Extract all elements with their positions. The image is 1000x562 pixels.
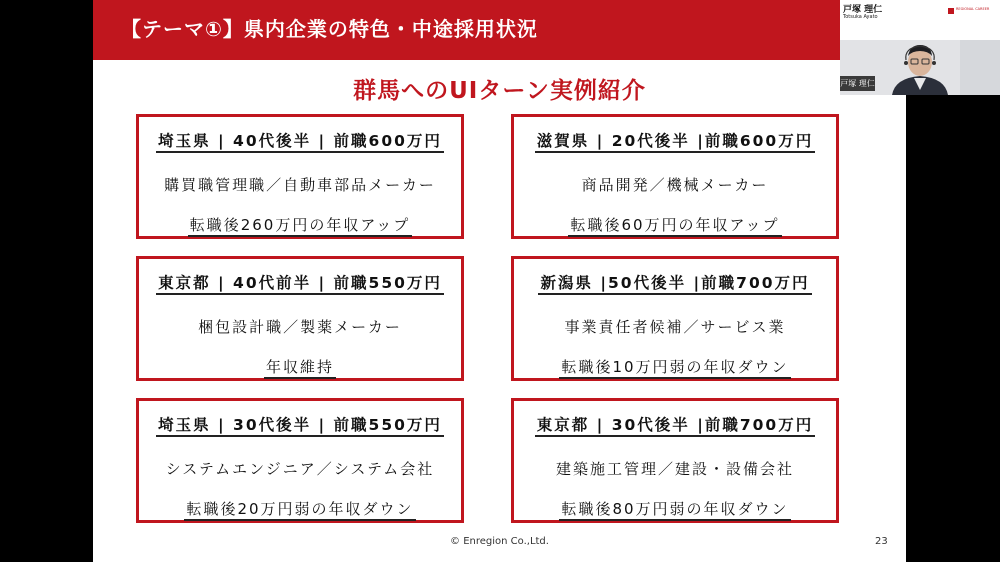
presenter-name-roman: Totsuka Ayato [843,14,878,20]
video-name-label: 戸塚 理仁 [840,76,875,91]
copyright-text: © Enregion Co.,Ltd. [450,536,549,547]
case-job: システムエンジニア／システム会社 [165,460,435,478]
presenter-name: 戸塚 理仁 [843,5,883,15]
case-card [511,114,839,239]
case-result: 転職後80万円弱の年収ダウン [559,500,790,521]
case-card [511,256,839,381]
brand-logo-icon [948,8,954,14]
case-result: 転職後60万円の年収アップ [568,216,781,237]
case-profile: 滋賀県 | 20代後半 |前職600万円 [535,132,815,153]
case-card [136,398,464,523]
case-profile: 新潟県 |50代後半 |前職700万円 [538,274,811,295]
brand-name: REGIONAL CAREER [956,7,990,11]
case-result: 年収維持 [264,358,336,379]
case-card [136,114,464,239]
presenter-name-card [840,0,1000,40]
case-profile: 埼玉県 | 30代後半 | 前職550万円 [156,416,444,437]
presentation-slide [93,0,906,562]
case-result: 転職後20万円弱の年収ダウン [184,500,415,521]
case-profile: 東京都 | 40代前半 | 前職550万円 [156,274,444,295]
case-profile: 埼玉県 | 40代後半 | 前職600万円 [156,132,444,153]
page-number: 23 [875,536,888,547]
case-profile: 東京都 | 30代後半 |前職700万円 [535,416,815,437]
slide-header-title: 【テーマ①】県内企業の特色・中途採用状況 [121,17,538,41]
case-job: 購買職管理職／自動車部品メーカー [164,176,436,194]
slide-title: 群馬へのUIターン実例紹介 [353,78,646,104]
case-card [511,398,839,523]
slide-header-bar [93,0,906,60]
case-job: 商品開発／機械メーカー [581,176,769,194]
case-result: 転職後260万円の年収アップ [188,216,413,237]
case-job: 建築施工管理／建設・設備会社 [555,460,794,478]
case-card [136,256,464,381]
case-result: 転職後10万円弱の年収ダウン [559,358,790,379]
case-job: 梱包設計職／製薬メーカー [198,318,402,336]
case-job: 事業責任者候補／サービス業 [564,318,786,336]
